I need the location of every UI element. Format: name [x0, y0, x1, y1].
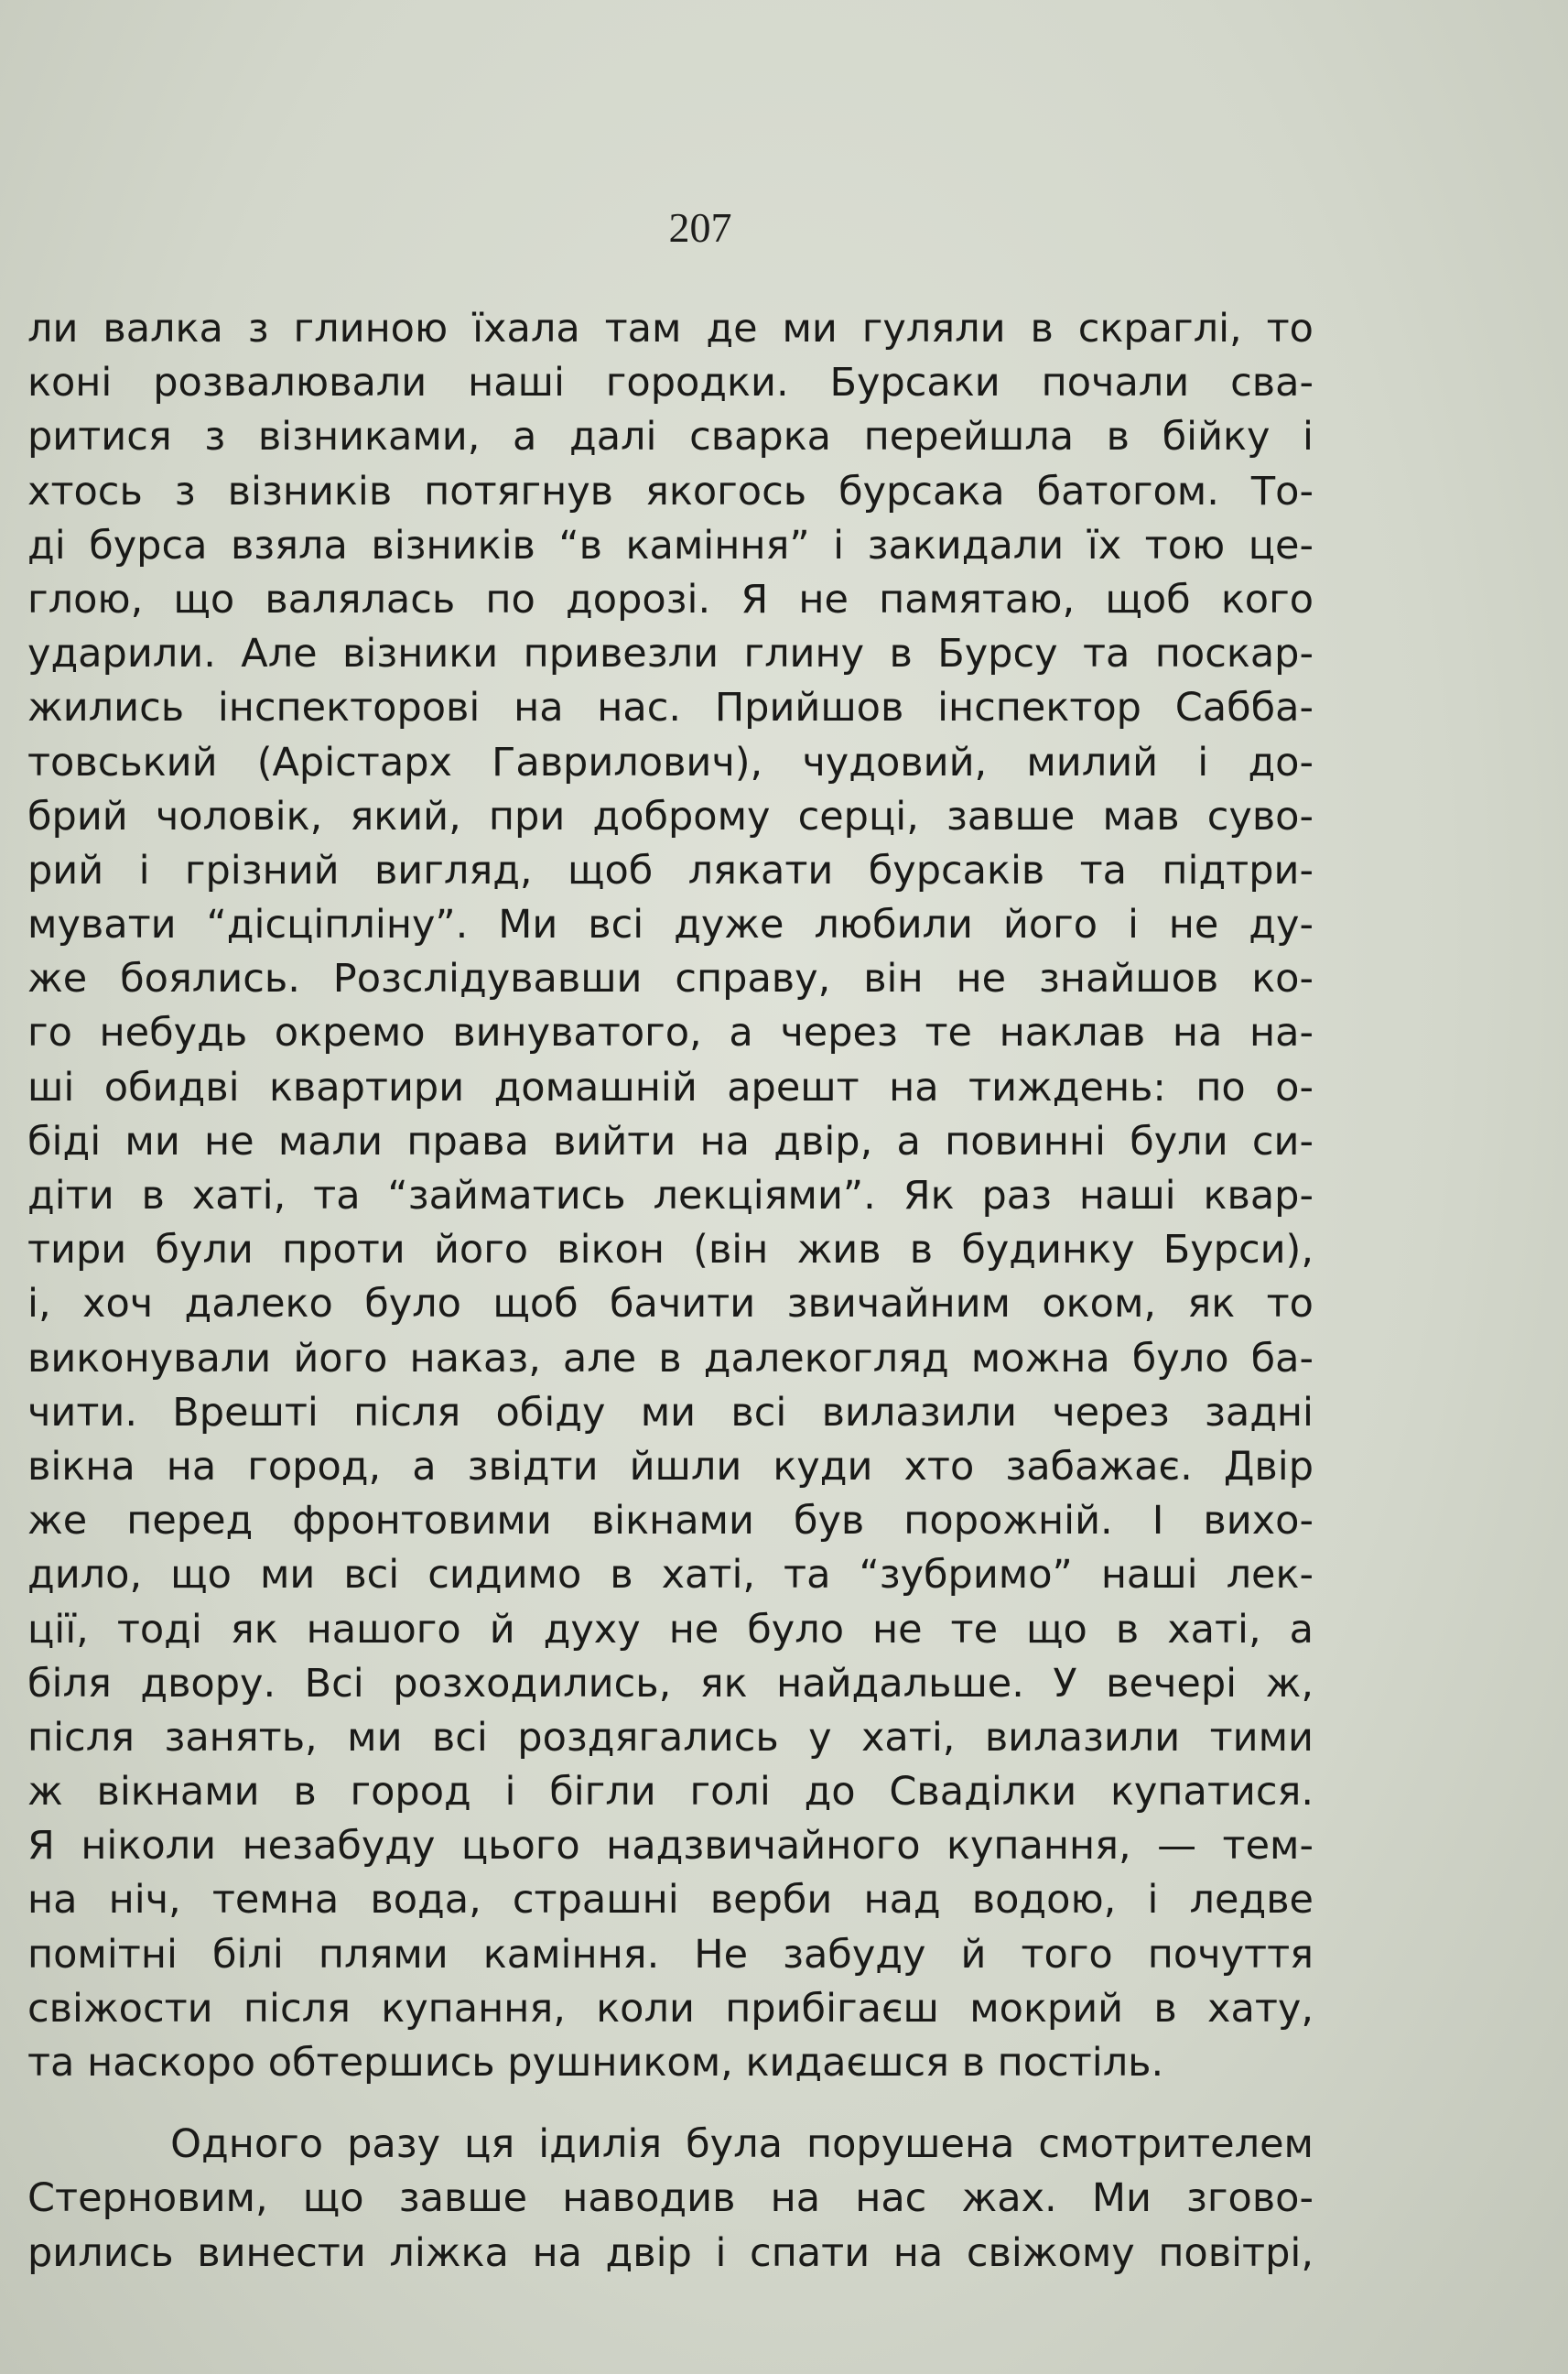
text-line: ді бурса взяла візників “в каміння” і закидали їх тою це-: [27, 522, 1314, 569]
text-line: та наскоро обтершись рушником, кидаєшся в постіль.: [27, 2040, 1164, 2086]
text-line: вікна на город, а звідти йшли куди хто забажає. Двір: [27, 1443, 1314, 1490]
text-line: ж вікнами в город і бігли голі до Сваділки купатися.: [27, 1769, 1314, 1816]
text-line: помітні білі плями каміння. Не забуду й того почуття: [27, 1931, 1314, 1978]
page-number: 207: [668, 204, 732, 251]
text-line: на ніч, темна вода, страшні верби над водою, і ледве: [27, 1877, 1314, 1924]
text-line: виконували його наказ, але в далекогляд можна було ба-: [27, 1335, 1314, 1382]
text-line: і, хоч далеко було щоб бачити звичайним оком, як то: [27, 1281, 1314, 1328]
text-line: ші обидві квартири домашній арешт на тиждень: по о-: [27, 1064, 1314, 1111]
text-line: жились інспекторові на нас. Прийшов інспектор Сабба-: [27, 685, 1314, 732]
text-line: чити. Врешті після обіду ми всі вилазили через задні: [27, 1389, 1314, 1436]
text-line: рий і грізний вигляд, щоб лякати бурсаків та підтри-: [27, 847, 1314, 894]
text-line: же перед фронтовими вікнами був порожній. І вихо-: [27, 1498, 1314, 1545]
paragraph-gap: [27, 2090, 1314, 2118]
text-line: Стерновим, що завше наводив на нас жах. Ми згово-: [27, 2175, 1314, 2222]
text-line: товський (Арістарх Гаврилович), чудовий, милий і до-: [27, 739, 1314, 786]
text-line: мувати “дісціпліну”. Ми всі дуже любили його і не ду-: [27, 902, 1314, 949]
text-line: дило, що ми всі сидимо в хаті, та “зубримо” наші лек-: [27, 1552, 1314, 1599]
text-line: біді ми не мали права вийти на двір, а повинні були си-: [27, 1118, 1314, 1165]
text-line: свіжости після купання, коли прибігаєш мокрий в хату,: [27, 1985, 1314, 2032]
text-line: тири були проти його вікон (він жив в будинку Бурси),: [27, 1227, 1314, 1274]
text-line: хтось з візників потягнув якогось бурсака батогом. То-: [27, 468, 1314, 515]
text-line: го небудь окремо винуватого, а через те наклав на на-: [27, 1010, 1314, 1057]
body-text: [27, 302, 1314, 2281]
text-line: глою, що валялась по дорозі. Я не памятаю, щоб кого: [27, 576, 1314, 623]
text-line: брий чоловік, який, при доброму серці, завше мав суво-: [27, 793, 1314, 840]
paragraph-1: [27, 302, 1314, 2090]
text-line: ли валка з глиною їхала там де ми гуляли в скраглі, то: [27, 306, 1314, 352]
text-line: коні розвалювали наші городки. Бурсаки почали сва-: [27, 360, 1314, 407]
text-line: ції, тоді як нашого й духу не було не те що в хаті, а: [27, 1606, 1314, 1653]
text-line: ударили. Але візники привезли глину в Бурсу та поскар-: [27, 631, 1314, 678]
text-line: біля двору. Всі розходились, як найдальше. У вечері ж,: [27, 1660, 1314, 1707]
text-line: ритися з візниками, а далі сварка перейшла в бійку і: [27, 414, 1314, 461]
text-line: Я ніколи незабуду цього надзвичайного купання, — тем-: [27, 1823, 1314, 1870]
paragraph-2: [27, 2118, 1314, 2281]
text-line: же боялись. Розслідувавши справу, він не знайшов ко-: [27, 956, 1314, 1003]
text-line: після занять, ми всі роздягались у хаті, вилазили тими: [27, 1714, 1314, 1761]
text-line: рились винести ліжка на двір і спати на свіжому повітрі,: [27, 2229, 1314, 2276]
text-line: Одного разу ця ідилія була порушена смотрителем: [27, 2121, 1314, 2168]
text-line: діти в хаті, та “займатись лекціями”. Як раз наші квар-: [27, 1173, 1314, 1219]
